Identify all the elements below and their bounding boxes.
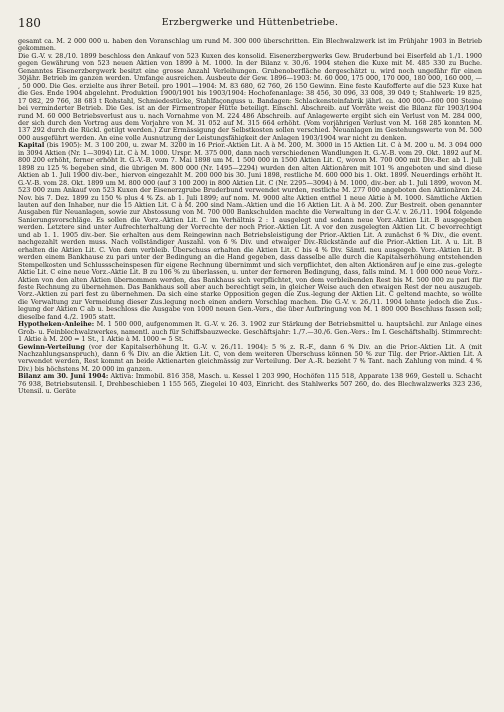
- document-body: [18, 38, 482, 396]
- section-heading-bilanz: Bilanz am 30. Juni 1904:: [18, 372, 109, 381]
- paragraph: Gewinn-Verteilung (vor der Kapitalserhöhung lt. G.-V. v. 26./11. 1904): 5 % z. R.-F., dann 6 % Div. an die Prior.-Aktien Lit. A (mit Nachzahlungsanspruch), dann 6 % Div. an die Aktien Lit. C, von dem weiteren Überschuss können 50 % zur Tilg. der Prior.-Aktien Lit. A verwendet werden, Rest kommt an beide Aktienarten gleichmässig zur Verteilung. Der A.-R. bezieht 7 % Tant. nach Zahlung von mind. 4 % Div.) bis höchstens M. 20 000 im ganzen.: [18, 342, 482, 373]
- page-number: 180: [18, 16, 41, 30]
- section-heading-anleihe: Hypotheken-Anleihe:: [18, 320, 95, 329]
- section-heading-kapital: Kapital: [18, 141, 45, 150]
- paragraph: gesamt ca. M. 2 000 000 u. haben den Voranschlag um rund M. 300 000 überschritten. Ein Blechwalzwerk ist im Frühjahr 1903 in Betrieb gekommen.: [18, 37, 482, 53]
- paragraph: Kapital (bis 1905): M. 3 100 200, u. zwar M. 3200 in 16 Prior.-Aktien Lit. A à M. 200, M. 3000 in 15 Aktien Lit. C à M. 200 u. M. 3 094 000 in 3094 Aktien (Nr. 1—3094) Lit. C à M. 1000. Urspr. M. 375 000, dann nach verschiedenen Wandlungen lt. G.-V.-B. vom 29. Okt. 1892 auf M. 800 200 erhöht, ferner erhöht lt. G.-V.-B. vom 7. Mai 1898 um M. 1 500 000 in 1500 Aktien Lit. C, wovon M. 700 000 mit Div.-Ber. ab 1. Juli 1898 zu 125 % begeben sind, die übrigen M. 800 000 (Nr. 1495—2294) wurden den alten Aktionären mit 101 % angeboten und sind diese Aktien ab 1. Juli 1900 div.-ber., hiervon eingezahlt M. 200 000 bis 30. Juni 1898, restliche M. 600 000 bis 1. Okt. 1899. Neuerdings erhöht lt. G.-V.-B. vom 28. Okt. 1899 um M. 800 000 (auf 3 100 200) in 800 Aktien Lit. C (Nr. 2295—3094) à M. 1000, div.-ber. ab 1. Juli 1899, wovon M. 523 000 zum Ankauf von 523 Kuxen der Eisenerzgrube Bruderbund verwendet wurden, restliche M. 277 000 angeboten den Aktionären 24. Nov. bis 7. Dez. 1899 zu 150 % plus 4 % Zs. ab 1. Juli 1899; auf nom. M. 9000 alte Aktien entfiel 1 neue Aktie à M. 1000. Sämtliche Aktien lauten auf den Inhaber, nur die 15 Aktien Lit. C à M. 200 sind Nam.-Aktien und die 16 Aktien Lit. A à M. 200. Zur Bestreit. oben genannter Ausgaben für Neuanlagen, sowie zur Abstossung von M. 700 000 Bankschulden machte die Verwaltung in der G.-V. v. 26./11. 1904 folgende Sanierungsvorschläge. Es sollen die Vorz.-Aktien Lit. C im Verhältnis 2 : 1 ausgelegt und sodann neue Vorz.-Aktien Lit. B ausgegeben werden. Letztere sind unter Aufrechterhaltung der Vorrechte der noch Prior.-Aktien Lit. A vor den zusgelegten Aktien Lit. C bevorrechtigt und ab 1. 1. 1905 div.-ber. Sie erhalten aus dem Reingewinn nach Betriebsleistigung der Prior.-Aktien Lit. A zunächst 6 % Div., die event. nachgezahlt werden muss. Nach vollständiger Auszahl. von 6 % Div. und etwaiger Div.-Rückstände auf die Prior.-Aktien Lit. A u. Lit. B erhalten die Aktien Lit. C. Von dem verbleib. Überschuss erhalten die Aktien Lit. C bis 4 % Div. Sämtl. neu ausgegeb. Vorz.-Aktien Lit. B werden einem Bankhause zu pari unter der Bedingung an die Hand gegeben, dass dasselbe alle durch die Kapitalserhöhung entstehenden Stempelkosten und Schlussscheinspesen für eigene Rechnung übernimmt und sich verpflichtet, den alten Aktionären auf je eine zus.-gelegte Aktie Lit. C eine neue Vorz.-Aktie Lit. B zu 106 % zu überlassen, u. unter der ferneren Bedingung, dass, falls mind. M. 1 000 000 neue Vorz.-Aktien von den alten Aktien übernommen werden, das Bankhaus sich verpflichtet, von dem verbleibenden Rest bis M. 500 000 zu pari für feste Rechnung zu übernehmen. Das Bankhaus soll aber auch berechtigt sein, in gleicher Weise auch den etwaigen Rest der neu auszugeb. Vorz.-Aktien zu pari fest zu übernehmen. Da sich eine starke Opposition gegen die Zus.-legung der Aktien Lit. C geltend machte, so wollte die Verwaltung zur Vermeidung dieser Zus.legung noch einen andern Vorschlag machen. Die G.-V. v. 26./11. 1904 lehnte jedoch die Zus.-legung der Aktien C ab u. beschloss die Ausgabe von 1000 neuen Gen.-Vers., die über Aufbringung von M. 1 800 000 Beschluss fassen soll; dieselbe fand 4./2. 1905 statt.: [18, 141, 482, 321]
- running-title: Erzbergwerke und Hüttenbetriebe.: [161, 17, 339, 28]
- paragraph: Bilanz am 30. Juni 1904: Aktiva: Immobil. 816 358, Masch. u. Kessel 1 203 990, Hochöfen 115 518, Apparate 138 969, Gestell u. Schacht 76 938, Betriebsutensil. I, Drehbeschieben 1 155 565, Ziegelei 10 403, Einricht. des Stahlwerks 507 260, do. des Blechwalzwerks 323 236, Utensil. u. Geräte: [18, 372, 482, 396]
- section-heading-gewinn: Gewinn-Verteilung: [18, 342, 85, 351]
- page-header: [18, 16, 482, 38]
- paragraph: Hypotheken-Anleihe: M. 1 500 000, aufgenommen lt. G.-V. v. 26. 3. 1902 zur Stärkung der Betriebsmittel u. hauptsächl. zur Anlage eines Grob- u. Feinblechwalzwerkes, namentl. auch für Schiffsbauzwecke. Geschäftsjahr: 1./7.—30./6. Gen.-Vers.: Im I. Geschäftshalbj. Stimmrecht: 1 Aktie à M. 200 = 1 St., 1 Aktie à M. 1000 = 5 St.: [18, 320, 482, 344]
- paragraph: Die G.-V. v. 28./10. 1899 beschloss den Ankauf von 523 Kuxen des konsolid. Eisenerzbergwerks Gew. Bruderbund bei Eiserfeld ab 1./1. 1900 gegen Gewährung von 523 neuen Aktien von 1899 à M. 1000. In der Bilanz v. 30./6. 1904 stehen die Kuxe mit M. 485 330 zu Buche. Genanntes Eisenerzbergwerk besitzt eine grosse Anzahl Verleihungen. Grubenoberfläche dergeschätzt u. wird noch ungefähr für einen 30jähr. Betrieb im ganzen werden. Umfange ausreichen. Ausbeute der Gew. 1896—1903: M. 60 000, 175 000, 170 000, 180 000, 160 000, — , 50 000. Die Ges. erzielte aus ihrer Beteil. pro 1901—1904: M. 83 680, 62 760, 26 150 Gewinn. Eine feste Kaufofferte auf die 523 Kuxe hat die Ges. Ende 1904 abgelehnt. Produktion 1900/1901 bis 1903/1904: Hochofenanlage: 38 456, 30 096, 33 008, 39 049 t; Stahlwerk: 19 825, 17 082, 29 766, 38 683 t Rohstahl, Schmiedestücke, Stahlfaçonguss u. Bandagen: Schlackensteinfabrik jährl. ca. 400 000—600 000 Steine bei verminderter Betrieb. Die Ges. ist an der Firmentroper Hütte beteiligt. Einschl. Abschreib. auf Vorräte weist die Bilanz für 1903/1904 rund M. 60 000 Betriebsverlust aus u. nach Vornahme von M. 224 486 Abschreib. auf Anlagewerte ergibt sich ein Verlust von M. 284 000, der sich durch den Vortrag aus dem Vorjahre von M. 31 052 auf M. 315 664 erhöht. (Vom vorjährigen Verlust von M. 168 285 konnten M. 137 292 durch die Rückl. getilgt werden.) Zur Ermässigung der Selbstkosten sollen verschied. Neuanlagen im Gestehungswerte von M. 500 000 ausgeführt werden. An eine volle Ausnutzung der Leistungsfähigkeit der Anlagen 1903/1904 war nicht zu denken.: [18, 51, 482, 142]
